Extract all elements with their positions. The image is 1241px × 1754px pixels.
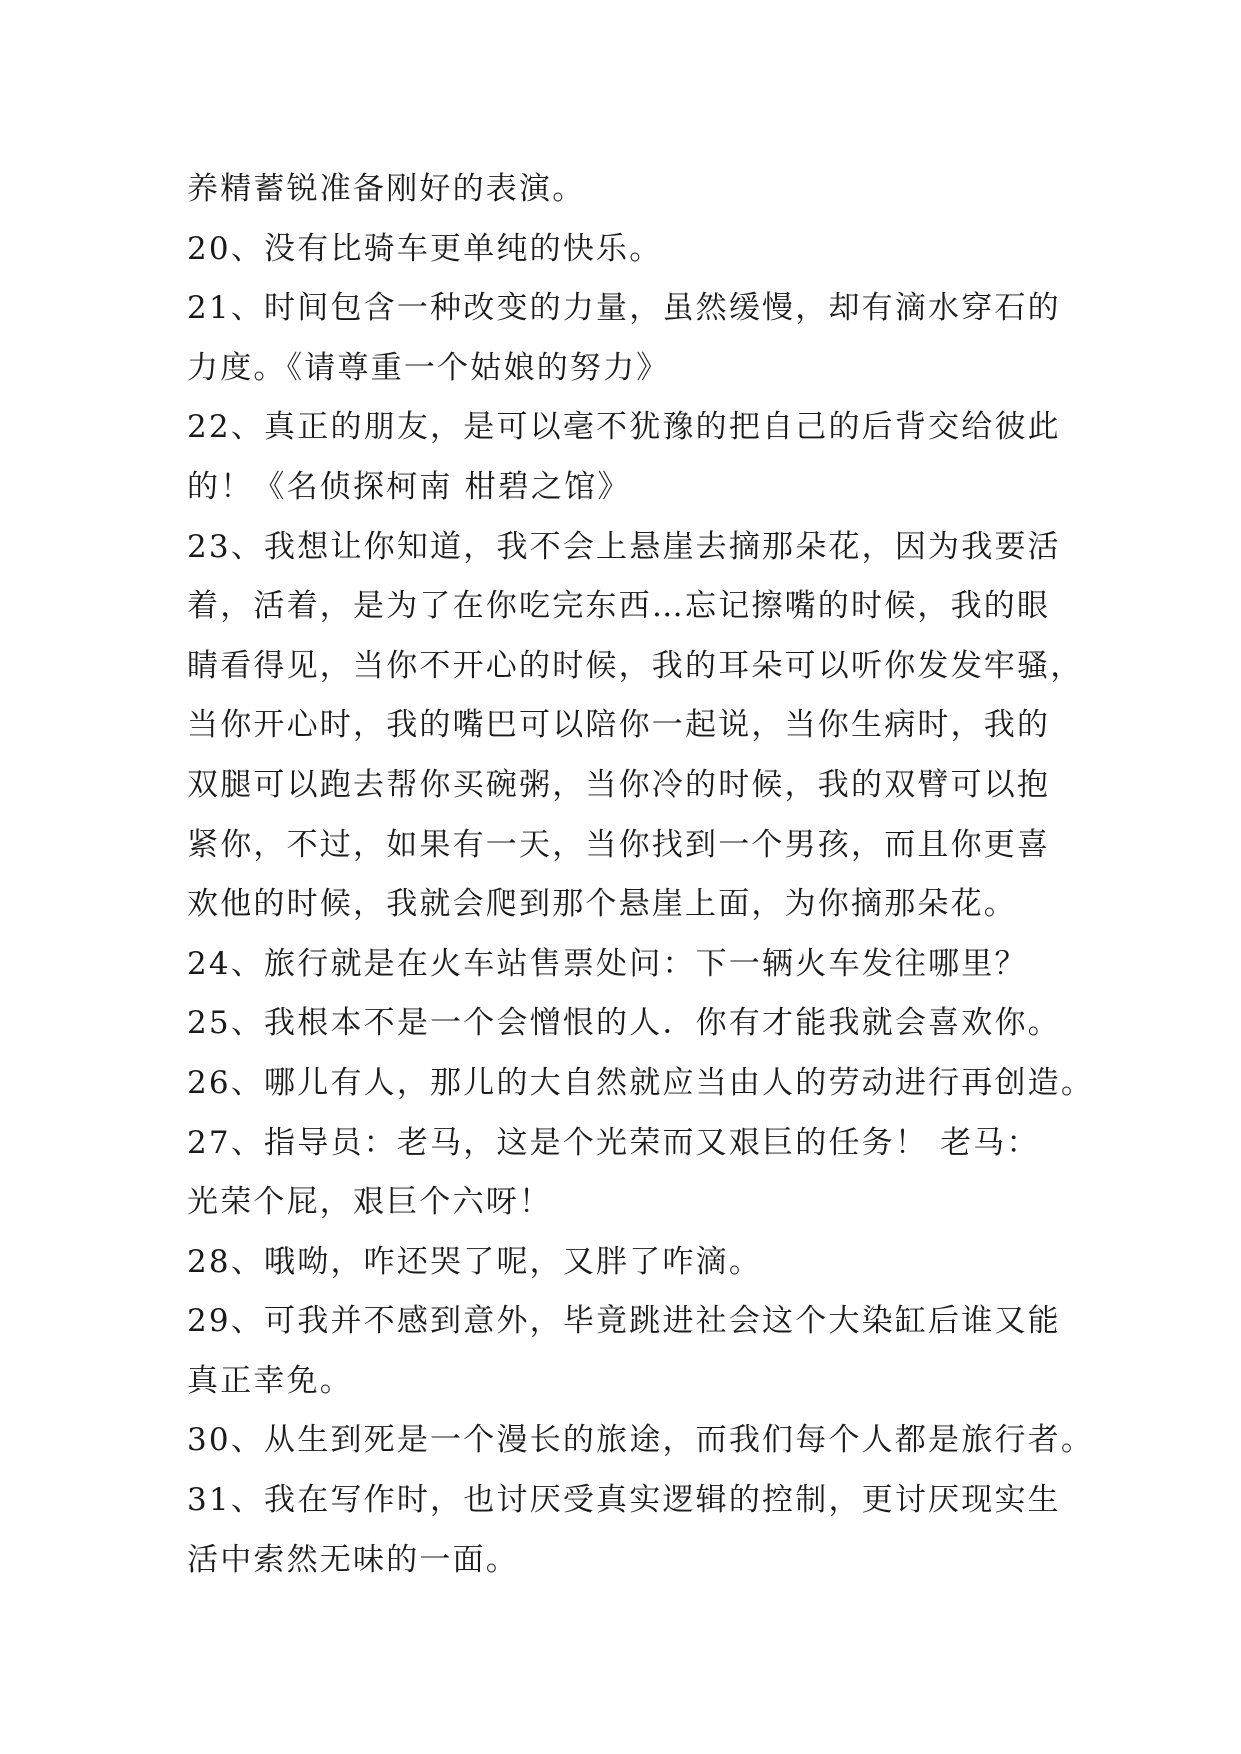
text-line: 的！《名侦探柯南 柑碧之馆》 (187, 468, 631, 505)
text-line: 力度。《请尊重一个姑娘的努力》 (187, 349, 670, 386)
document-body (187, 160, 1095, 1590)
text-line: 21、时间包含一种改变的力量，虽然缓慢，却有滴水穿石的 (187, 290, 1061, 327)
text-line: 31、我在写作时，也讨厌受真实逻辑的控制，更讨厌现实生 (187, 1482, 1061, 1519)
text-line: 着，活着，是为了在你吃完东西…忘记擦嘴的时候，我的眼 (187, 588, 1051, 625)
text-line: 欢他的时候，我就会爬到那个悬崖上面，为你摘那朵花。 (187, 886, 1017, 923)
text-line: 睛看得见，当你不开心的时候，我的耳朵可以听你发发牢骚， (187, 647, 1084, 684)
text-line: 28、哦呦，咋还哭了呢，又胖了咋滴。 (187, 1243, 763, 1280)
text-line: 24、旅行就是在火车站售票处问：下一辆火车发往哪里？ (187, 945, 1028, 982)
text-line: 23、我想让你知道，我不会上悬崖去摘那朵花，因为我要活 (187, 528, 1061, 565)
text-line: 当你开心时，我的嘴巴可以陪你一起说，当你生病时，我的 (187, 707, 1051, 744)
text-line: 27、指导员：老马，这是个光荣而又艰巨的任务！ 老马： (187, 1124, 1040, 1161)
text-line: 光荣个屁，艰巨个六呀！ (187, 1184, 553, 1221)
text-line: 紧你，不过，如果有一天，当你找到一个男孩，而且你更喜 (187, 826, 1051, 863)
text-line: 22、真正的朋友，是可以毫不犹豫的把自己的后背交给彼此 (187, 409, 1061, 446)
text-line: 26、哪儿有人，那儿的大自然就应当由人的劳动进行再创造。 (187, 1064, 1095, 1101)
text-line: 双腿可以跑去帮你买碗粥，当你冷的时候，我的双臂可以抱 (187, 766, 1051, 803)
text-line: 20、没有比骑车更单纯的快乐。 (187, 230, 663, 267)
text-line: 29、可我并不感到意外，毕竟跳进社会这个大染缸后谁又能 (187, 1303, 1061, 1340)
text-line: 30、从生到死是一个漫长的旅途，而我们每个人都是旅行者。 (187, 1422, 1095, 1459)
text-line: 活中索然无味的一面。 (187, 1541, 519, 1578)
text-line: 真正幸免。 (187, 1362, 353, 1399)
text-line: 25、我根本不是一个会憎恨的人．你有才能我就会喜欢你。 (187, 1005, 1061, 1042)
text-line: 养精蓄锐准备刚好的表演。 (187, 171, 586, 207)
